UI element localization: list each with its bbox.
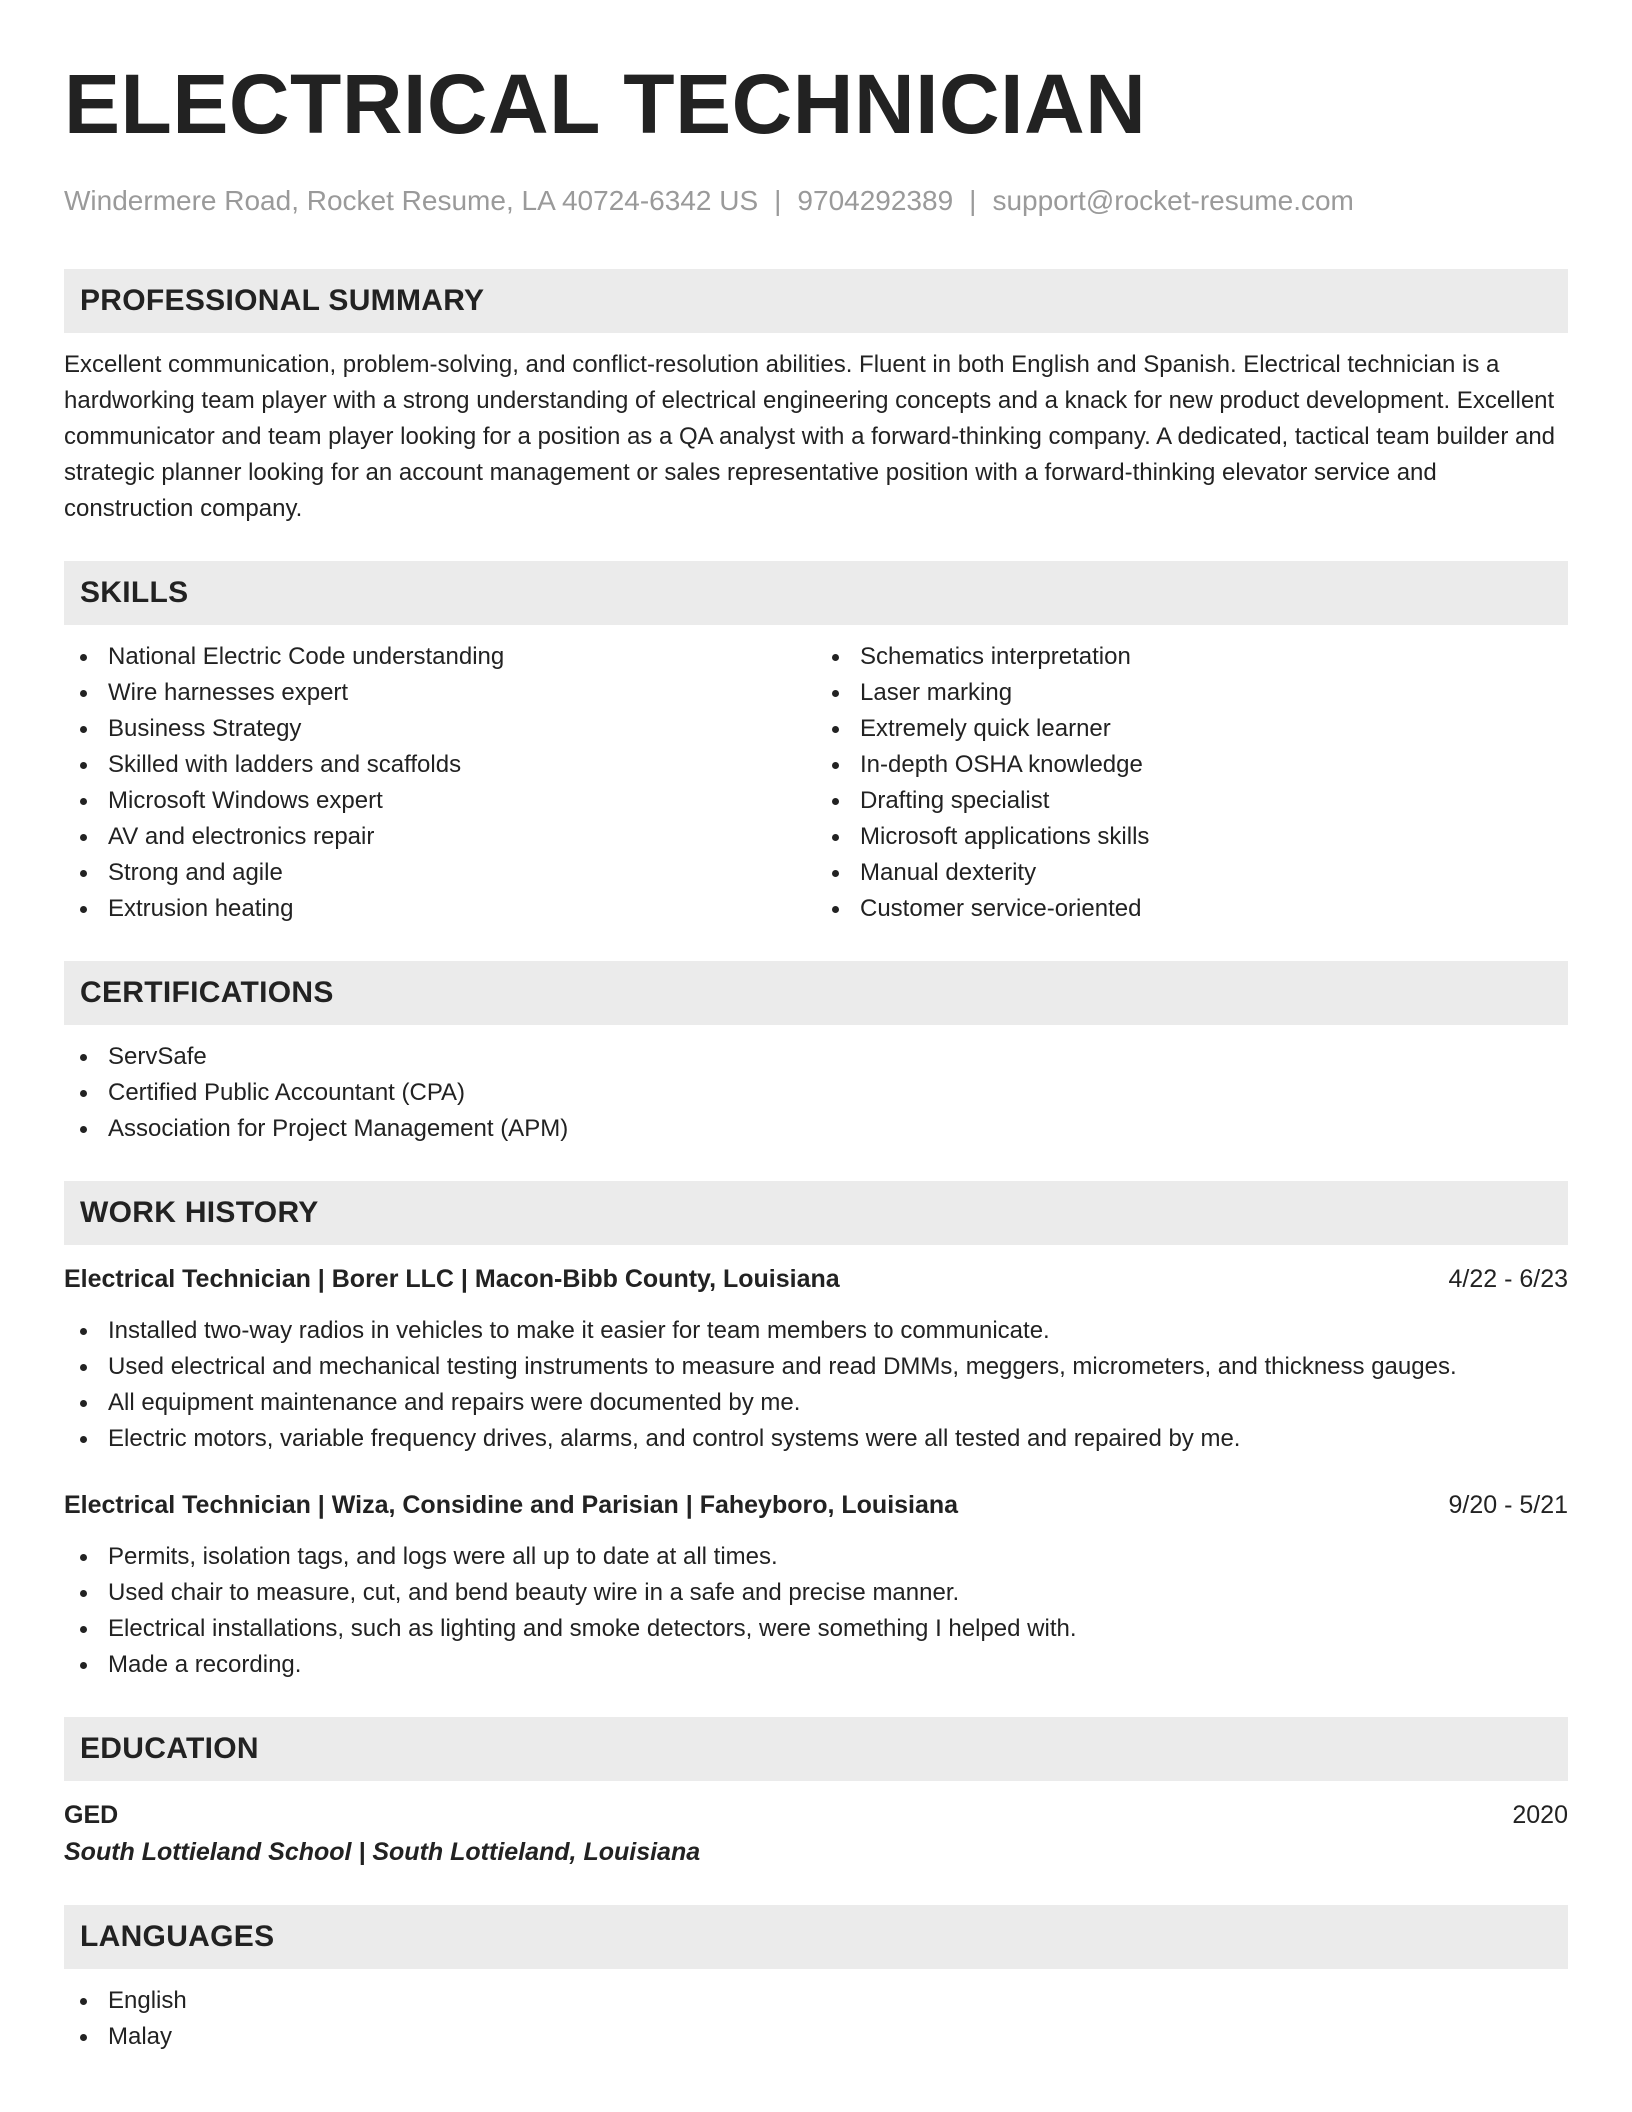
certifications-section (64, 961, 1568, 1147)
job-duty-item: Permits, isolation tags, and logs were all up to date at all times. (64, 1539, 1568, 1575)
certifications-list (64, 1039, 1568, 1147)
skills-list-left (64, 639, 816, 927)
skill-item: Schematics interpretation (816, 639, 1568, 675)
education-heading: EDUCATION (64, 1717, 1568, 1781)
job-duty-item: All equipment maintenance and repairs were documented by me. (64, 1385, 1568, 1421)
contact-line (64, 184, 1568, 218)
certification-item: ServSafe (64, 1039, 1568, 1075)
skill-item: Extremely quick learner (816, 711, 1568, 747)
job-entry (64, 1487, 1568, 1683)
contact-separator: | (969, 185, 977, 216)
candidate-name: ELECTRICAL TECHNICIAN (64, 57, 1147, 151)
job-duty-item: Electrical installations, such as lighting and smoke detectors, were something I helped with. (64, 1611, 1568, 1647)
education-header (64, 1797, 1568, 1833)
skill-item: In-depth OSHA knowledge (816, 747, 1568, 783)
skill-item: Laser marking (816, 675, 1568, 711)
job-header (64, 1487, 1568, 1523)
languages-section (64, 1905, 1568, 2055)
certification-item: Association for Project Management (APM) (64, 1111, 1568, 1147)
skill-item: Microsoft applications skills (816, 819, 1568, 855)
work-history-heading: WORK HISTORY (64, 1181, 1568, 1245)
education-section (64, 1717, 1568, 1871)
contact-separator: | (774, 185, 782, 216)
contact-address: Windermere Road, Rocket Resume, LA 40724-6342 US (64, 185, 759, 216)
skill-item: Skilled with ladders and scaffolds (64, 747, 816, 783)
job-duty-item: Made a recording. (64, 1647, 1568, 1683)
skills-columns (64, 639, 1568, 927)
skills-right-column (816, 639, 1568, 927)
job-title: Electrical Technician | Borer LLC | Macon-Bibb County, Louisiana (64, 1265, 840, 1293)
education-degree: GED (64, 1801, 119, 1829)
job-dates: 9/20 - 5/21 (1448, 1491, 1568, 1519)
job-duty-item: Used electrical and mechanical testing instruments to measure and read DMMs, meggers, micrometers, and thickness gauges. (64, 1349, 1568, 1385)
work-history-section (64, 1181, 1568, 1683)
contact-phone: 9704292389 (797, 185, 954, 216)
certification-item: Certified Public Accountant (CPA) (64, 1075, 1568, 1111)
summary-section (64, 269, 1568, 527)
summary-heading: PROFESSIONAL SUMMARY (64, 269, 1568, 333)
job-duties-list (64, 1313, 1568, 1457)
skill-item: Manual dexterity (816, 855, 1568, 891)
language-item: Malay (64, 2019, 1568, 2055)
skill-item: Wire harnesses expert (64, 675, 816, 711)
education-year: 2020 (1512, 1801, 1568, 1829)
job-duty-item: Installed two-way radios in vehicles to make it easier for team members to communicate. (64, 1313, 1568, 1349)
summary-text: Excellent communication, problem-solving, and conflict-resolution abilities. Fluent in both English and Spanish. Electrical technician is a hardworking team player with a strong understanding of electrical engineering concepts and a knack for new product development. Excellent communicator and team player looking for a position as a QA analyst with a forward-thinking company. A dedicated, tactical team builder and strategic planner looking for an account management or sales representative position with a forward-thinking elevator service and construction company. (64, 351, 1556, 522)
skills-list-right (816, 639, 1568, 927)
skill-item: Microsoft Windows expert (64, 783, 816, 819)
job-duty-item: Used chair to measure, cut, and bend beauty wire in a safe and precise manner. (64, 1575, 1568, 1611)
contact-email: support@rocket-resume.com (992, 185, 1354, 216)
skill-item: Business Strategy (64, 711, 816, 747)
skill-item: Extrusion heating (64, 891, 816, 927)
job-duty-item: Electric motors, variable frequency drives, alarms, and control systems were all tested and repaired by me. (64, 1421, 1568, 1457)
skill-item: National Electric Code understanding (64, 639, 816, 675)
language-item: English (64, 1983, 1568, 2019)
skill-item: Customer service-oriented (816, 891, 1568, 927)
skills-section (64, 561, 1568, 927)
job-dates: 4/22 - 6/23 (1448, 1265, 1568, 1293)
certifications-heading: CERTIFICATIONS (64, 961, 1568, 1025)
education-school: South Lottieland School | South Lottieland, Louisiana (64, 1838, 701, 1866)
skill-item: AV and electronics repair (64, 819, 816, 855)
languages-list (64, 1983, 1568, 2055)
languages-heading: LANGUAGES (64, 1905, 1568, 1969)
job-header (64, 1261, 1568, 1297)
job-entry (64, 1261, 1568, 1457)
skill-item: Strong and agile (64, 855, 816, 891)
job-duties-list (64, 1539, 1568, 1683)
skill-item: Drafting specialist (816, 783, 1568, 819)
skills-left-column (64, 639, 816, 927)
job-title: Electrical Technician | Wiza, Considine and Parisian | Faheyboro, Louisiana (64, 1491, 959, 1519)
skills-heading: SKILLS (64, 561, 1568, 625)
